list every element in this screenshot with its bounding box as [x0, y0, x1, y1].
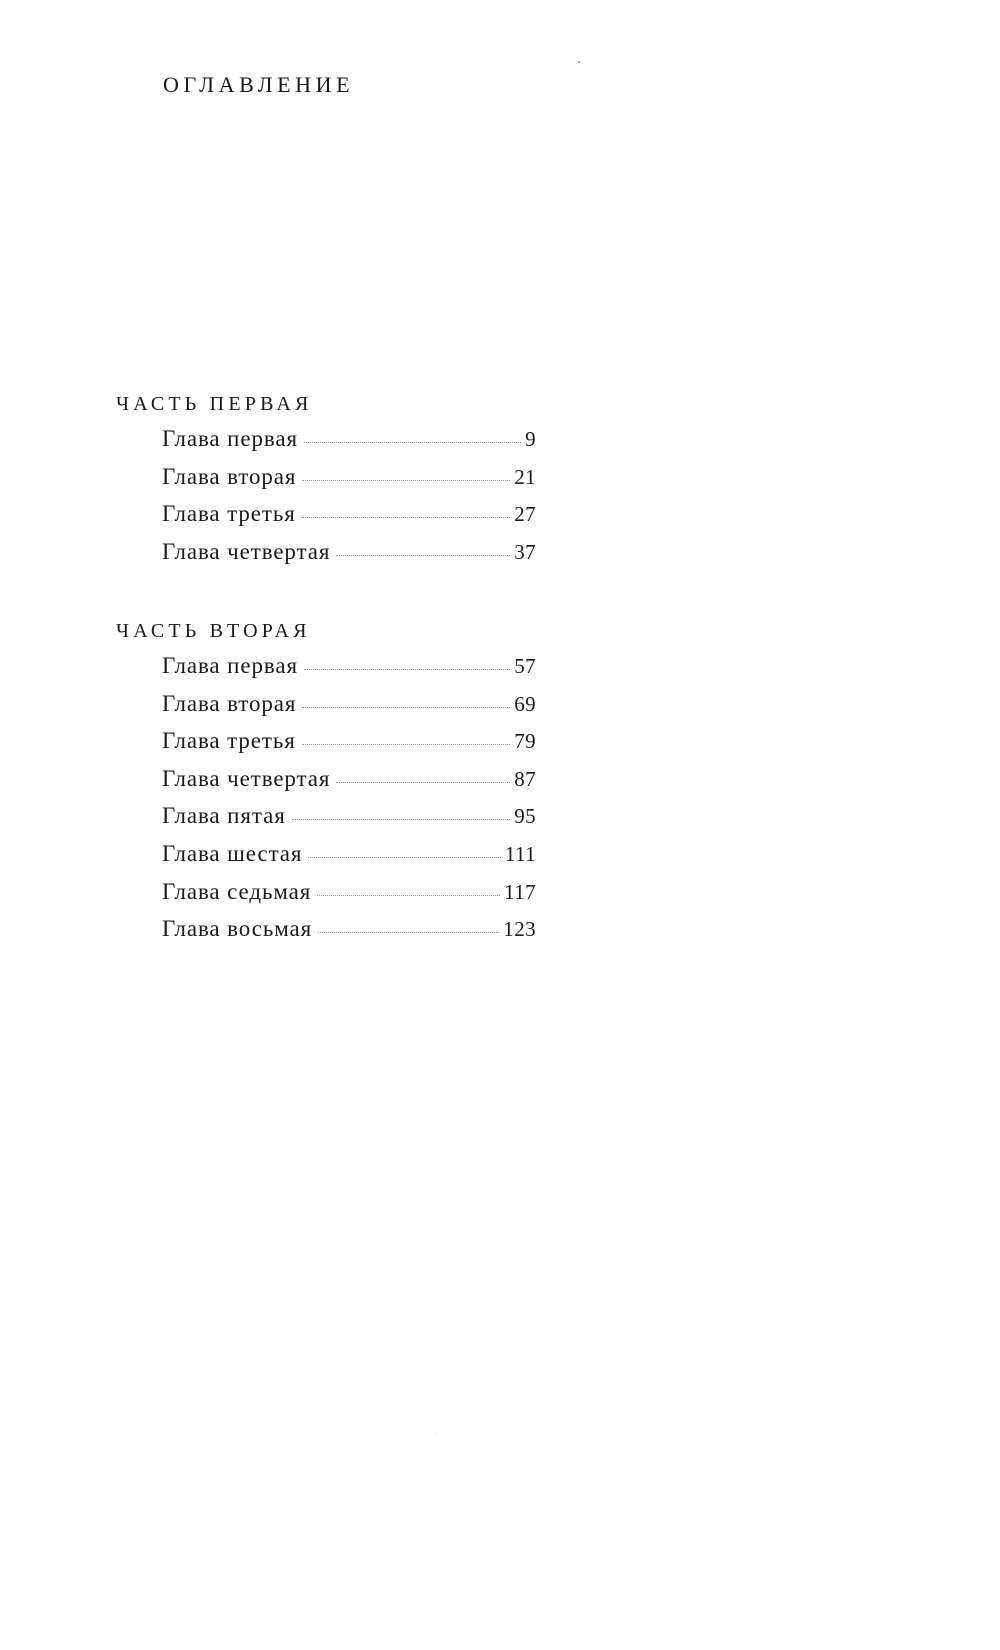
- dot-leader: [302, 480, 510, 481]
- page-number: 27: [514, 502, 536, 527]
- toc-entry[interactable]: [162, 501, 536, 539]
- chapter-title: Глава третья: [162, 728, 296, 754]
- chapter-list: [116, 426, 536, 576]
- dot-leader: [304, 669, 510, 670]
- part-two-section: [116, 621, 536, 954]
- chapter-title: Глава четвертая: [162, 538, 331, 564]
- chapter-title: Глава первая: [162, 426, 298, 451]
- dot-leader: [308, 857, 500, 858]
- dot-leader: [336, 782, 510, 783]
- toc-entry[interactable]: [162, 426, 536, 464]
- dot-leader: [292, 819, 511, 820]
- toc-entry[interactable]: [162, 841, 536, 879]
- dot-leader: [302, 744, 510, 745]
- toc-entry[interactable]: [162, 539, 536, 577]
- dot-leader: [336, 555, 510, 556]
- page-number: 9: [525, 427, 536, 451]
- print-speck: [578, 61, 580, 63]
- dot-leader: [304, 442, 521, 443]
- part-one-section: [116, 394, 536, 576]
- chapter-list: [116, 653, 536, 954]
- chapter-title: Глава седьмая: [162, 878, 312, 904]
- toc-entry[interactable]: [162, 803, 536, 841]
- page-number: 79: [514, 729, 536, 754]
- chapter-title: Глава вторая: [162, 690, 297, 716]
- page-number: 123: [503, 917, 536, 942]
- page-number: 87: [514, 766, 536, 791]
- page-title: ОГЛАВЛЕНИЕ: [163, 72, 355, 97]
- page-number: 117: [504, 879, 536, 904]
- toc-entry[interactable]: [162, 766, 536, 804]
- chapter-title: Глава четвертая: [162, 765, 331, 791]
- page-number: 111: [504, 841, 536, 866]
- page-number: 37: [514, 539, 536, 564]
- page-number: 57: [514, 654, 536, 678]
- chapter-title: Глава восьмая: [162, 916, 313, 942]
- chapter-title: Глава третья: [162, 501, 296, 527]
- chapter-title: Глава пятая: [162, 803, 286, 829]
- dot-leader: [318, 932, 499, 933]
- part-heading: ЧАСТЬ ПЕРВАЯ: [116, 393, 313, 415]
- toc-entry[interactable]: [162, 653, 536, 691]
- print-speck: [436, 1433, 437, 1434]
- dot-leader: [317, 895, 500, 896]
- chapter-title: Глава вторая: [162, 463, 297, 489]
- dot-leader: [302, 707, 510, 708]
- page-number: 95: [514, 804, 536, 829]
- toc-entry[interactable]: [162, 691, 536, 729]
- toc-entry[interactable]: [162, 916, 536, 954]
- toc-entry[interactable]: [162, 464, 536, 502]
- toc-entry[interactable]: [162, 728, 536, 766]
- page-number: 69: [514, 691, 536, 716]
- chapter-title: Глава шестая: [162, 840, 303, 866]
- chapter-title: Глава первая: [162, 653, 298, 678]
- dot-leader: [302, 517, 510, 518]
- page-number: 21: [514, 464, 536, 489]
- toc-entry[interactable]: [162, 879, 536, 917]
- part-heading: ЧАСТЬ ВТОРАЯ: [116, 620, 311, 642]
